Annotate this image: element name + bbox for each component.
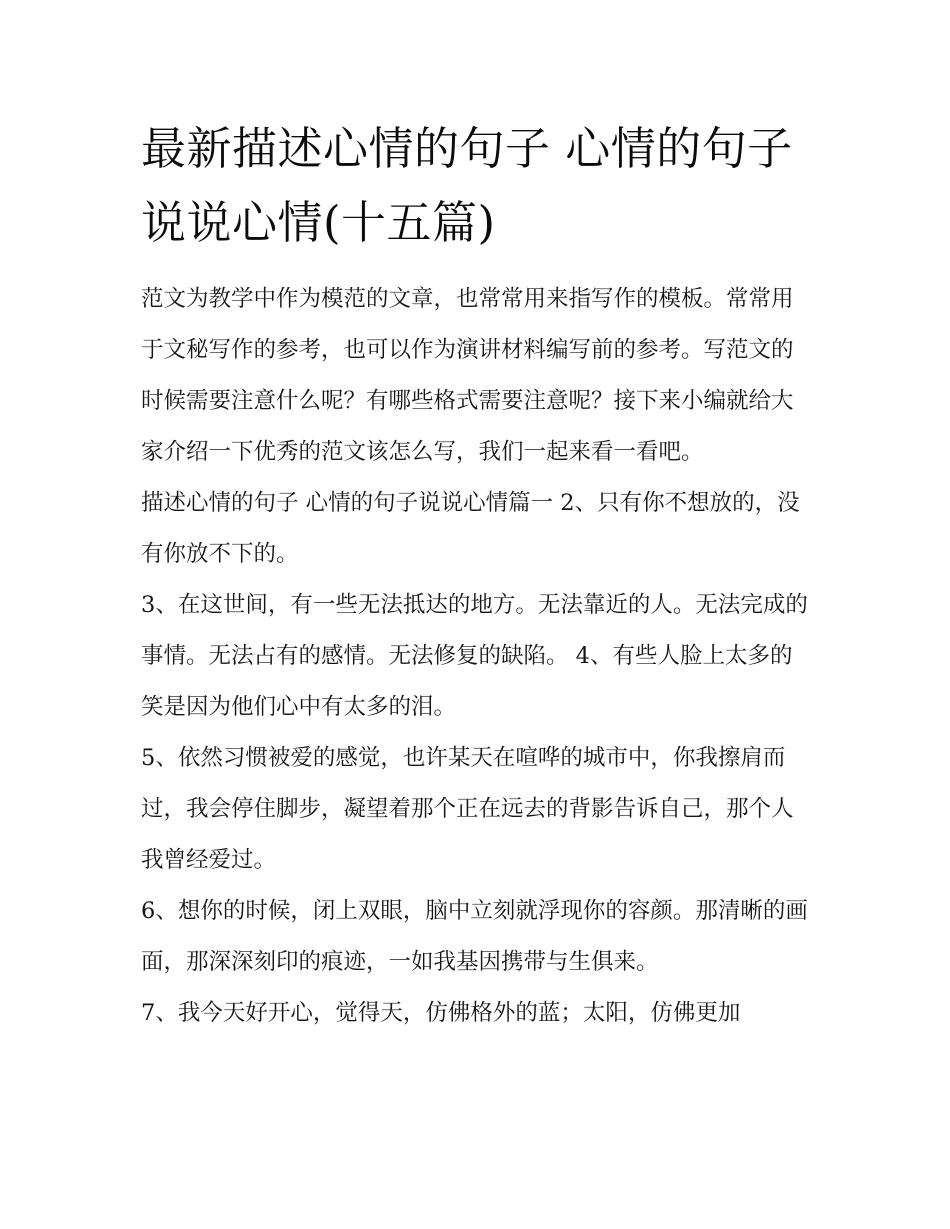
paragraph-item-5: 5、依然习惯被爱的感觉，也许某天在喧哗的城市中，你我擦肩而过，我会停住脚步，凝望着那个正在远去的背影告诉自己，那个人我曾经爱过。 [141,745,794,873]
paragraph-item-7: 7、我今天好开心，觉得天，仿佛格外的蓝；太阳，仿佛更加 [141,1000,741,1026]
paragraph-item-3-4: 3、在这世间，有一些无法抵达的地方。无法靠近的人。无法完成的事情。无法占有的感情。无法修复的缺陷。 4、有些人脸上太多的笑是因为他们心中有太多的泪。 [141,592,808,720]
intro-paragraph: 范文为教学中作为模范的文章，也常常用来指写作的模板。常常用于文秘写作的参考，也可以作为演讲材料编写前的参考。写范文的时候需要注意什么呢？有哪些格式需要注意呢？接下来小编就给大家介绍一下优秀的范文该怎么写，我们一起来看一看吧。 [141,286,794,465]
paragraph-item-6: 6、想你的时候，闭上双眼，脑中立刻就浮现你的容颜。那清晰的画面，那深深刻印的痕迹，一如我基因携带与生俱来。 [141,898,808,975]
paragraph-item-2: 描述心情的句子 心情的句子说说心情篇一 2、只有你不想放的，没有你放不下的。 [141,490,800,567]
document-body [141,112,813,1039]
document-title: 最新描述心情的句子 心情的句子说说心情(十五篇) [141,122,793,249]
